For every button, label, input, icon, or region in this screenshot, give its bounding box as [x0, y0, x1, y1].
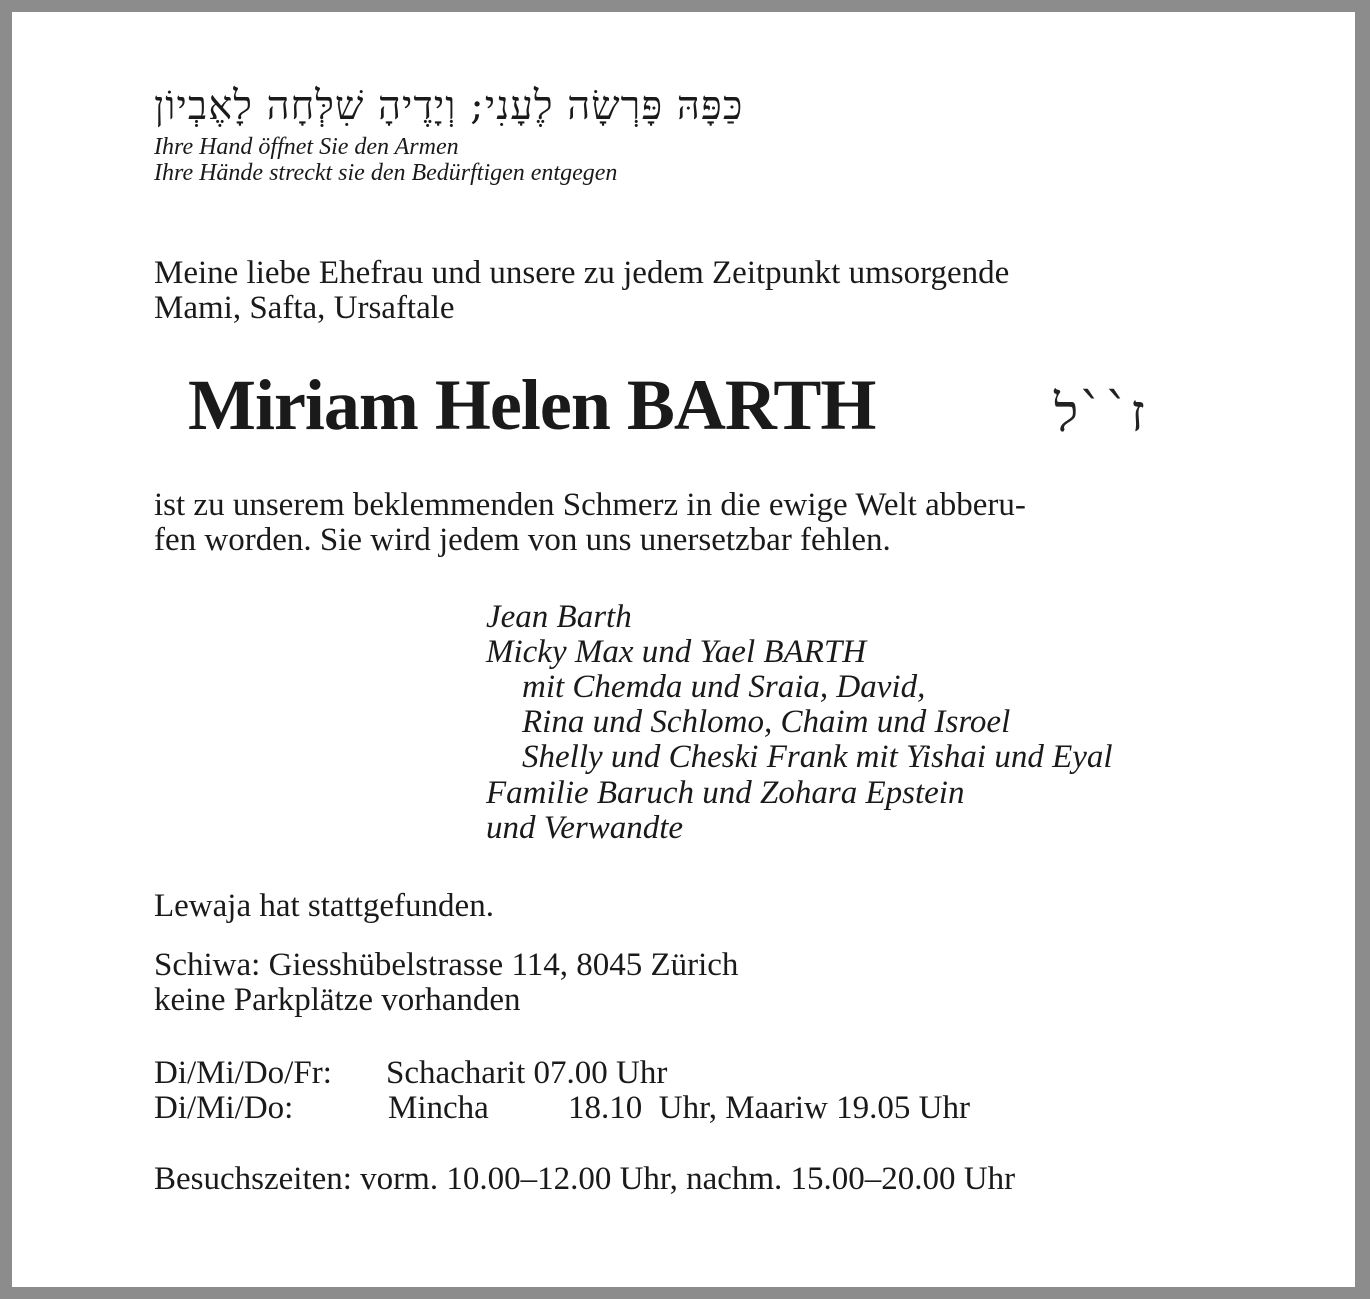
prayer-times-2: 18.10 Uhr, Maariw 19.05 Uhr: [568, 1090, 970, 1126]
prayer-times-1: Schacharit 07.00 Uhr: [386, 1055, 668, 1091]
intro-line-1: Meine liebe Ehefrau und unsere zu jedem Zeitpunkt umsorgende: [154, 255, 1010, 291]
hebrew-verse: כַּפָּהּ פָּרְשָׂה לֶעָנִי; וְיָדֶיהָ שִׁלְּחָה לָאֶבְיוֹן: [154, 83, 744, 129]
prayer-name-2: Mincha: [388, 1090, 489, 1126]
lewaja-notice: Lewaja hat stattgefunden.: [154, 888, 494, 924]
visiting-hours: Besuchszeiten: vorm. 10.00–12.00 Uhr, nachm. 15.00–20.00 Uhr: [154, 1161, 1016, 1197]
deceased-name: Miriam Helen BARTH: [188, 365, 876, 445]
verse-translation-line-1: Ihre Hand öffnet Sie den Armen: [154, 134, 459, 160]
parking-notice: keine Parkplätze vorhanden: [154, 982, 521, 1018]
mourner-line: Shelly und Cheski Frank mit Yishai und Eyal: [522, 739, 1113, 775]
prayer-days-1: Di/Mi/Do/Fr:: [154, 1055, 332, 1091]
mourner-line: Jean Barth: [486, 599, 632, 635]
hebrew-honorific: ז``ל: [1054, 384, 1145, 444]
intro-line-2: Mami, Safta, Ursaftale: [154, 290, 455, 326]
mourner-line: Rina und Schlomo, Chaim und Isroel: [522, 704, 1011, 740]
message-line-1: ist zu unserem beklemmenden Schmerz in die ewige Welt abberu-: [154, 487, 1026, 523]
verse-translation-line-2: Ihre Hände streckt sie den Bedürftigen entgegen: [154, 160, 618, 186]
obituary-page: [12, 12, 1355, 1287]
schiwa-address: Schiwa: Giesshübelstrasse 114, 8045 Zürich: [154, 947, 739, 983]
mourner-line: mit Chemda und Sraia, David,: [522, 669, 926, 705]
mourner-line: und Verwandte: [486, 810, 684, 846]
message-line-2: fen worden. Sie wird jedem von uns unersetzbar fehlen.: [154, 522, 891, 558]
prayer-days-2: Di/Mi/Do:: [154, 1090, 294, 1126]
mourner-line: Familie Baruch und Zohara Epstein: [486, 775, 965, 811]
mourner-line: Micky Max und Yael BARTH: [486, 634, 867, 670]
